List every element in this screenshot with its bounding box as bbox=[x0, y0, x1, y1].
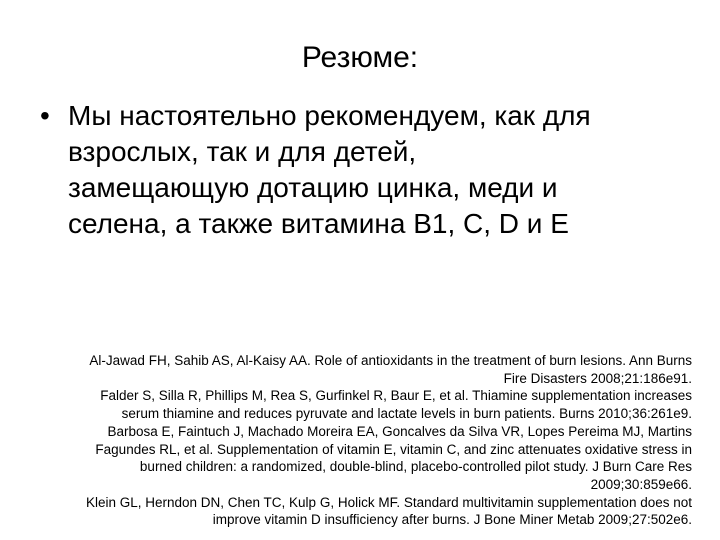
reference-item: Barbosa E, Faintuch J, Machado Moreira EA, Goncalves da Silva VR, Lopes Pereima MJ, Martins Fagundes RL, et al. Supplementation of vitamin E, vitamin C, and zinc attenuates oxidative stress in burned children: a randomized, double-blind, placebo-controlled pilot study. J Burn Care Res 2009;30:859e66. bbox=[95, 423, 692, 492]
reference-item: Falder S, Silla R, Phillips M, Rea S, Gurfinkel R, Baur E, et al. Thiamine supplementation increases serum thiamine and reduces pyruvate and lactate levels in burn patients. Burns 2010;36:261e9. bbox=[100, 388, 692, 422]
bullet-text: Мы настоятельно рекомендуем, как для взрослых, так и для детей, замещающую дотацию цинка, меди и селена, а также витамина В1, С, D и Е bbox=[68, 100, 591, 239]
bullet-marker: • bbox=[40, 100, 50, 131]
bullet-item bbox=[40, 98, 690, 242]
reference-item: Al-Jawad FH, Sahib AS, Al-Kaisy AA. Role of antioxidants in the treatment of burn lesions. Ann Burns Fire Disasters 2008;21:186e91. bbox=[89, 353, 692, 386]
slide-title-text: Резюме: bbox=[301, 41, 419, 74]
reference-item: Klein GL, Herndon DN, Chen TC, Kulp G, Holick MF. Standard multivitamin supplementation does not improve vitamin D insufficiency after burns. J Bone Miner Metab 2009;27:502e6. bbox=[85, 494, 692, 528]
references bbox=[40, 352, 692, 529]
slide-title bbox=[0, 40, 720, 76]
bullet-list bbox=[40, 98, 690, 242]
